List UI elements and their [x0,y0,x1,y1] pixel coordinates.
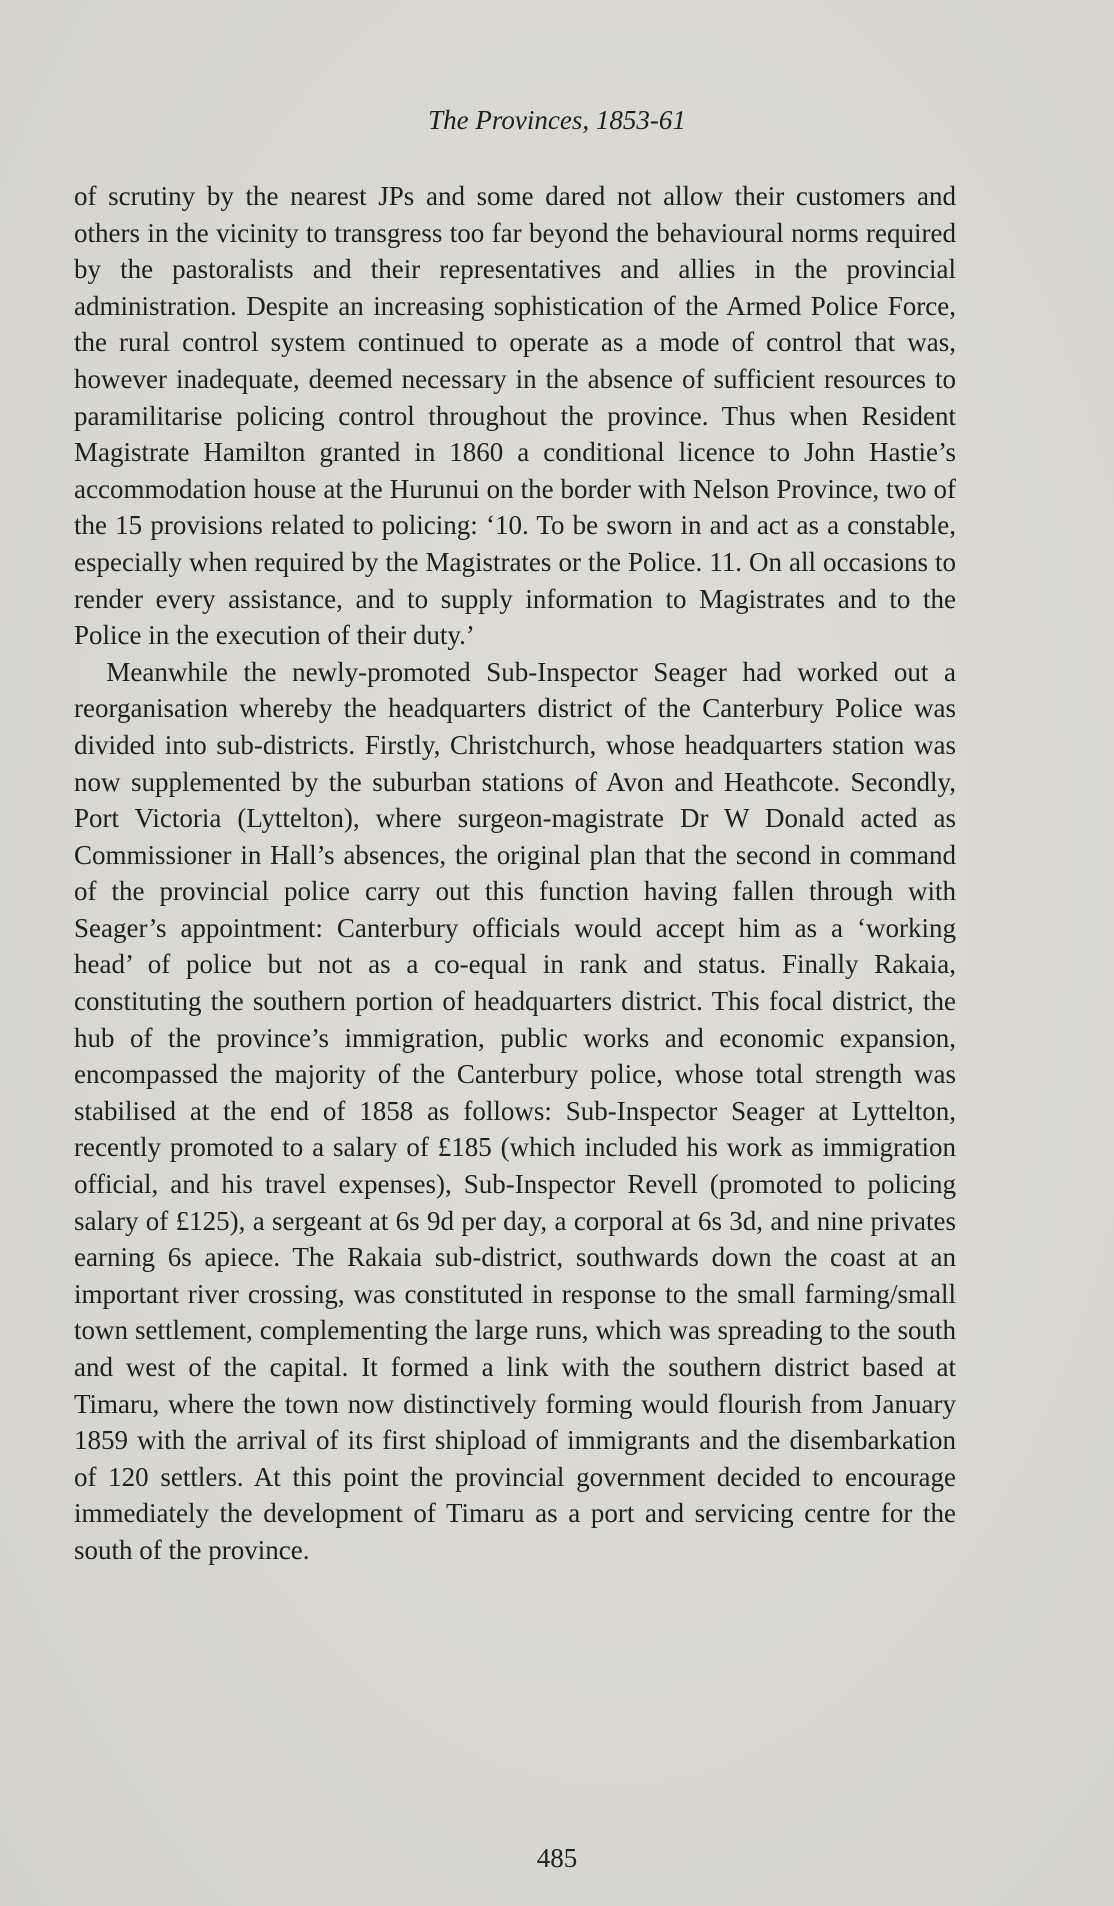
page-number: 485 [536,1843,578,1873]
paragraph-2: Meanwhile the newly-promoted Sub-Inspector Seager had worked out a reorganisation whereby the headquarters district of the Canterbury Police was divided into sub-districts. Firstly, Christchurch, whose headquarters station was now supplemented by the suburban stations of Avon and Heathcote. Secondly, Port Victoria (Lyttelton), where surgeon-magistrate Dr W Donald acted as Commissioner in Hall’s absences, the original plan that the second in command of the provincial police carry out this function having fallen through with Seager’s appointment: Canterbury officials would accept him as a ‘working head’ of police but not as a co-equal in rank and status. Finally Rakaia, constituting the southern portion of headquarters district. This focal district, the hub of the province’s immigration, public works and economic expansion, encompassed the majority of the Canterbury police, whose total strength was stabilised at the end of 1858 as follows: Sub-Inspector Seager at Lyttelton, recently promoted to a salary of £185 (which included his work as immigration official, and his travel expenses), Sub-Inspector Revell (promoted to policing salary of £125), a sergeant at 6s 9d per day, a corporal at 6s 3d, and nine privates earning 6s apiece. The Rakaia sub-district, southwards down the coast at an important river crossing, was constituted in response to the small farming/small town settlement, complementing the large runs, which was spreading to the south and west of the capital. It formed a link with the southern district based at Timaru, where the town now distinctively forming would flourish from January 1859 with the arrival of its first shipload of immigrants and the disembarkation of 120 settlers. At this point the provincial government decided to encourage immediately the development of Timaru as a port and servicing centre for the south of the province. [74,656,956,1565]
body-text [74,178,956,1569]
paragraph-1: of scrutiny by the nearest JPs and some dared not allow their customers and others in the vicinity to transgress too far beyond the behavioural norms required by the pastoralists and their representatives and allies in the provincial administration. Despite an increasing sophistication of the Armed Police Force, the rural control system continued to operate as a mode of control that was, however inadequate, deemed necessary in the absence of sufficient resources to paramilitarise policing control throughout the province. Thus when Resident Magistrate Hamilton granted in 1860 a conditional licence to John Hastie’s accommodation house at the Hurunui on the border with Nelson Province, two of the 15 provisions related to policing: ‘10. To be sworn in and act as a constable, especially when required by the Magistrates or the Police. 11. On all occasions to render every assistance, and to supply information to Magistrates and to the Police in the execution of their duty.’ [74,181,956,651]
running-head: The Provinces, 1853-61 [428,105,686,135]
